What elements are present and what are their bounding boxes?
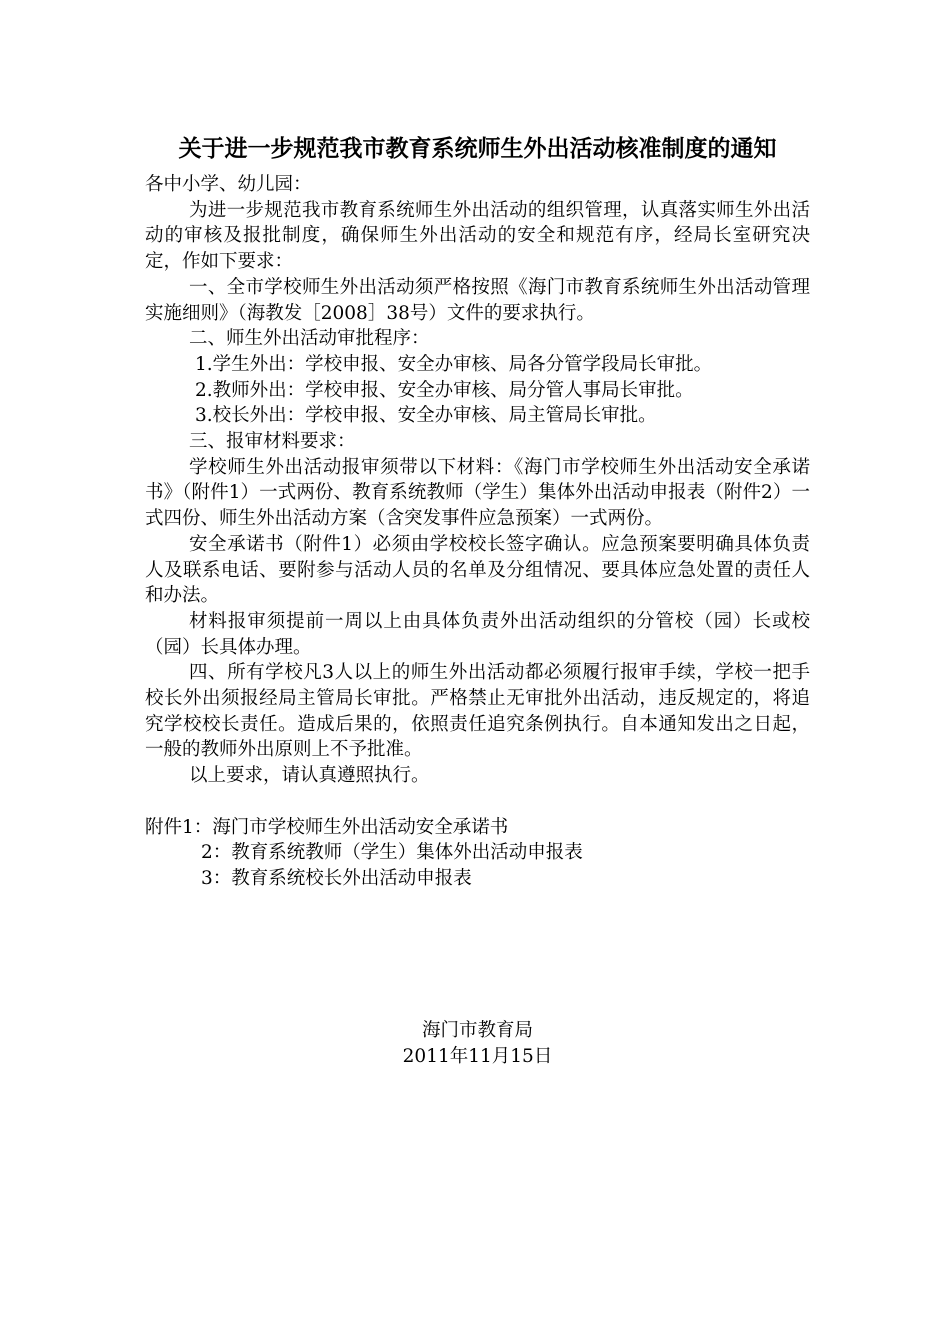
document-title: 关于进一步规范我市教育系统师生外出活动核准制度的通知 — [178, 136, 777, 162]
paragraph-item-4: 四、所有学校凡3人以上的师生外出活动都必须履行报审手续，学校一把手校长外出须报经局主管局长审批。严格禁止无审批外出活动，违反规定的，将追究学校校长责任。造成后果的，依照责任追究条例执行。自本通知发出之日起，一般的教师外出原则上不予批准。 — [145, 662, 810, 761]
paragraph-intro: 为进一步规范我市教育系统师生外出活动的组织管理，认真落实师生外出活动的审核及报批制度，确保师生外出活动的安全和规范有序，经局长室研究决定，作如下要求： — [145, 199, 810, 273]
paragraph-item-3-heading: 三、报审材料要求： — [189, 431, 356, 453]
attachment-3: 3：教育系统校长外出活动申报表 — [201, 867, 472, 889]
paragraph-procedure-teachers: 2.教师外出：学校申报、安全办审核、局分管人事局长审批。 — [195, 379, 694, 401]
paragraph-item-1: 一、全市学校师生外出活动须严格按照《海门市教育系统师生外出活动管理实施细则》（海教发［2008］38号）文件的要求执行。 — [145, 276, 810, 324]
paragraph-safety-pledge: 安全承诺书（附件1）必须由学校校长签字确认。应急预案要明确具体负责人及联系电话、要附参与活动人员的名单及分组情况、要具体应急处置的责任人和办法。 — [145, 533, 810, 607]
paragraph-procedure-principals: 3.校长外出：学校申报、安全办审核、局主管局长审批。 — [195, 405, 657, 427]
paragraph-procedure-students: 1.学生外出：学校申报、安全办审核、局各分管学段局长审批。 — [195, 353, 713, 375]
attachment-2: 2：教育系统教师（学生）集体外出活动申报表 — [201, 842, 583, 864]
attachment-1: 附件1：海门市学校师生外出活动安全承诺书 — [145, 816, 509, 838]
signature-date: 2011年11月15日 — [402, 1045, 553, 1067]
document-body — [145, 172, 810, 892]
blank-line — [145, 789, 810, 815]
signature-block — [145, 1018, 810, 1069]
paragraph-closing: 以上要求，请认真遵照执行。 — [189, 765, 430, 787]
paragraph-materials: 学校师生外出活动报审须带以下材料：《海门市学校师生外出活动安全承诺书》（附件1）一式两份、教育系统教师（学生）集体外出活动申报表（附件2）一式四份、师生外出活动方案（含突发事件应急预案）一式两份。 — [145, 456, 810, 530]
signature-org: 海门市教育局 — [421, 1020, 533, 1041]
salutation: 各中小学、幼儿园： — [145, 174, 312, 195]
paragraph-submission: 材料报审须提前一周以上由具体负责外出活动组织的分管校（园）长或校（园）长具体办理。 — [145, 610, 810, 658]
paragraph-item-2-heading: 二、师生外出活动审批程序： — [189, 328, 430, 350]
